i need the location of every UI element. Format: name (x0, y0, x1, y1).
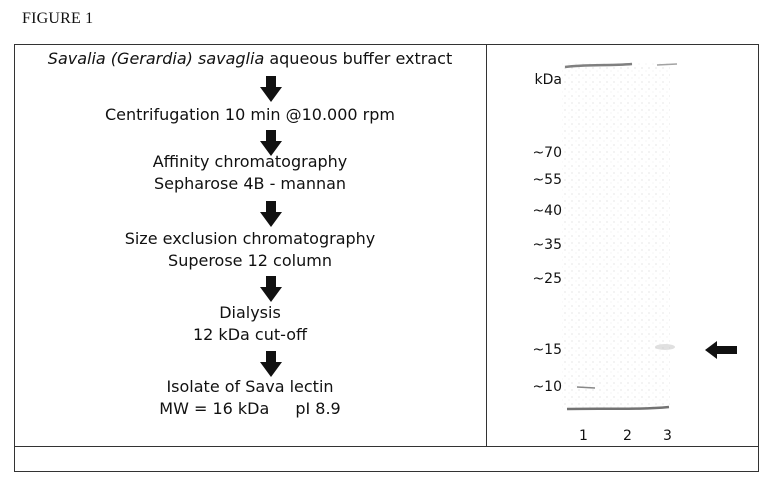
marker-40: ~40 (532, 203, 562, 219)
purification-flowchart (14, 44, 486, 446)
step-affinity-title: Affinity chromatography (152, 152, 348, 171)
step-isolate (14, 376, 486, 420)
step-affinity (14, 151, 486, 195)
step-centrifugation (14, 104, 486, 126)
step-size-exclusion (14, 228, 486, 272)
step-centrifugation-text: Centrifugation 10 min @10.000 rpm (104, 105, 395, 124)
gel-unit-label: kDa (534, 72, 562, 88)
figure-label: FIGURE 1 (22, 10, 94, 27)
sds-page-gel-panel (487, 45, 758, 445)
down-arrow-icon (260, 351, 282, 377)
species-name: Savalia (Gerardia) savaglia (47, 49, 265, 68)
step-dialysis-title: Dialysis (219, 303, 281, 322)
marker-55: ~55 (532, 172, 562, 188)
marker-10: ~10 (532, 379, 562, 395)
step-isolate-detail (14, 398, 486, 420)
step-isolate-title: Isolate of Sava lectin (166, 377, 334, 396)
marker-35: ~35 (532, 237, 562, 253)
left-arrow-icon (705, 341, 737, 363)
step-size-exclusion-detail: Superose 12 column (168, 251, 332, 270)
step-size-exclusion-title: Size exclusion chromatography (124, 229, 376, 248)
step-dialysis-detail: 12 kDa cut-off (192, 325, 307, 344)
step-affinity-detail: Sepharose 4B - mannan (153, 174, 347, 193)
marker-25: ~25 (532, 271, 562, 287)
lane-label-1: 1 (579, 428, 588, 444)
extract-label: aqueous buffer extract (264, 49, 453, 68)
step-extract (14, 48, 486, 70)
marker-70: ~70 (532, 145, 562, 161)
lane-label-3: 3 (663, 428, 672, 444)
down-arrow-icon (260, 201, 282, 227)
molecular-weight: MW = 16 kDa (159, 399, 270, 418)
isoelectric-point: pI 8.9 (295, 399, 341, 418)
lane-label-2: 2 (623, 428, 632, 444)
down-arrow-icon (260, 76, 282, 102)
step-dialysis (14, 302, 486, 346)
marker-15: ~15 (532, 342, 562, 358)
down-arrow-icon (260, 276, 282, 302)
footer-divider (14, 446, 759, 447)
